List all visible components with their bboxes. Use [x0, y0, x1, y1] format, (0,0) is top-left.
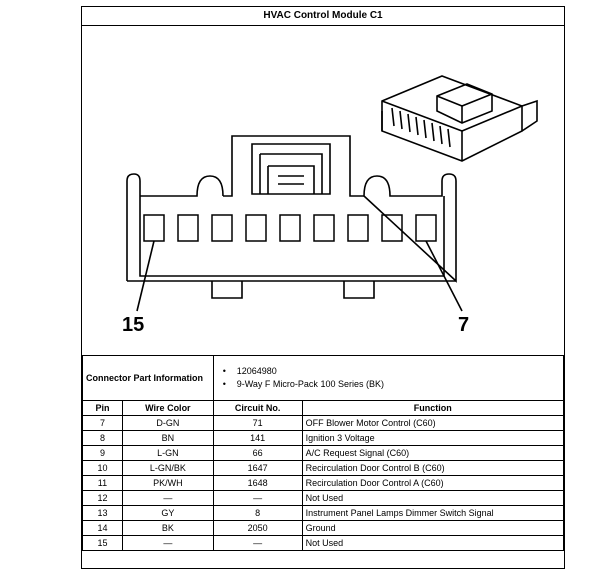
- function-cell: Recirculation Door Control B (C60): [302, 461, 563, 476]
- circuit-cell: 71: [213, 416, 302, 431]
- header-wire-color: Wire Color: [122, 401, 213, 416]
- wire-color-cell: PK/WH: [122, 476, 213, 491]
- connector-part-number: • 12064980: [237, 365, 560, 378]
- wire-color-cell: L-GN/BK: [122, 461, 213, 476]
- pin-cavities: [144, 215, 436, 241]
- function-cell: Instrument Panel Lamps Dimmer Switch Signal: [302, 506, 563, 521]
- header-pin: Pin: [83, 401, 123, 416]
- connector-face-illustration: [82, 26, 564, 356]
- pin-cell: 8: [83, 431, 123, 446]
- wire-color-cell: —: [122, 536, 213, 551]
- circuit-cell: 2050: [213, 521, 302, 536]
- pin-cell: 13: [83, 506, 123, 521]
- pin-cell: 15: [83, 536, 123, 551]
- table-row: [83, 521, 564, 536]
- connector-diagram-frame: [81, 6, 565, 569]
- connector-info-values: [213, 356, 563, 401]
- header-function: Function: [302, 401, 563, 416]
- connector-type: • 9-Way F Micro-Pack 100 Series (BK): [237, 378, 560, 391]
- connector-isometric-icon: [382, 76, 537, 161]
- table-header-row: [83, 401, 564, 416]
- wire-color-cell: GY: [122, 506, 213, 521]
- pin-cell: 11: [83, 476, 123, 491]
- pin-cell: 9: [83, 446, 123, 461]
- table-row: [83, 431, 564, 446]
- connector-info-row: [83, 356, 564, 401]
- table-row: [83, 416, 564, 431]
- pin-cell: 14: [83, 521, 123, 536]
- circuit-cell: 66: [213, 446, 302, 461]
- connector-drawing: [82, 26, 564, 356]
- wire-color-cell: BK: [122, 521, 213, 536]
- pinout-table: [82, 355, 564, 551]
- circuit-cell: 141: [213, 431, 302, 446]
- function-cell: Recirculation Door Control A (C60): [302, 476, 563, 491]
- function-cell: Ground: [302, 521, 563, 536]
- pin-7-label: 7: [458, 314, 470, 336]
- pin-15-label: 15: [122, 314, 145, 336]
- function-cell: OFF Blower Motor Control (C60): [302, 416, 563, 431]
- wire-color-cell: BN: [122, 431, 213, 446]
- function-cell: Ignition 3 Voltage: [302, 431, 563, 446]
- connector-housing-outline: [127, 136, 456, 298]
- circuit-cell: 1648: [213, 476, 302, 491]
- function-cell: Not Used: [302, 491, 563, 506]
- pin-cell: 12: [83, 491, 123, 506]
- circuit-cell: 1647: [213, 461, 302, 476]
- function-cell: Not Used: [302, 536, 563, 551]
- circuit-cell: —: [213, 536, 302, 551]
- wire-color-cell: D-GN: [122, 416, 213, 431]
- connector-info-label: Connector Part Information: [83, 356, 214, 401]
- circuit-cell: —: [213, 491, 302, 506]
- table-row: [83, 491, 564, 506]
- function-cell: A/C Request Signal (C60): [302, 446, 563, 461]
- wire-color-cell: —: [122, 491, 213, 506]
- table-row: [83, 536, 564, 551]
- table-row: [83, 461, 564, 476]
- circuit-cell: 8: [213, 506, 302, 521]
- table-row: [83, 446, 564, 461]
- table-row: [83, 476, 564, 491]
- table-row: [83, 506, 564, 521]
- header-circuit-no: Circuit No.: [213, 401, 302, 416]
- wire-color-cell: L-GN: [122, 446, 213, 461]
- pin-cell: 7: [83, 416, 123, 431]
- diagram-title: HVAC Control Module C1: [82, 7, 564, 26]
- pin-cell: 10: [83, 461, 123, 476]
